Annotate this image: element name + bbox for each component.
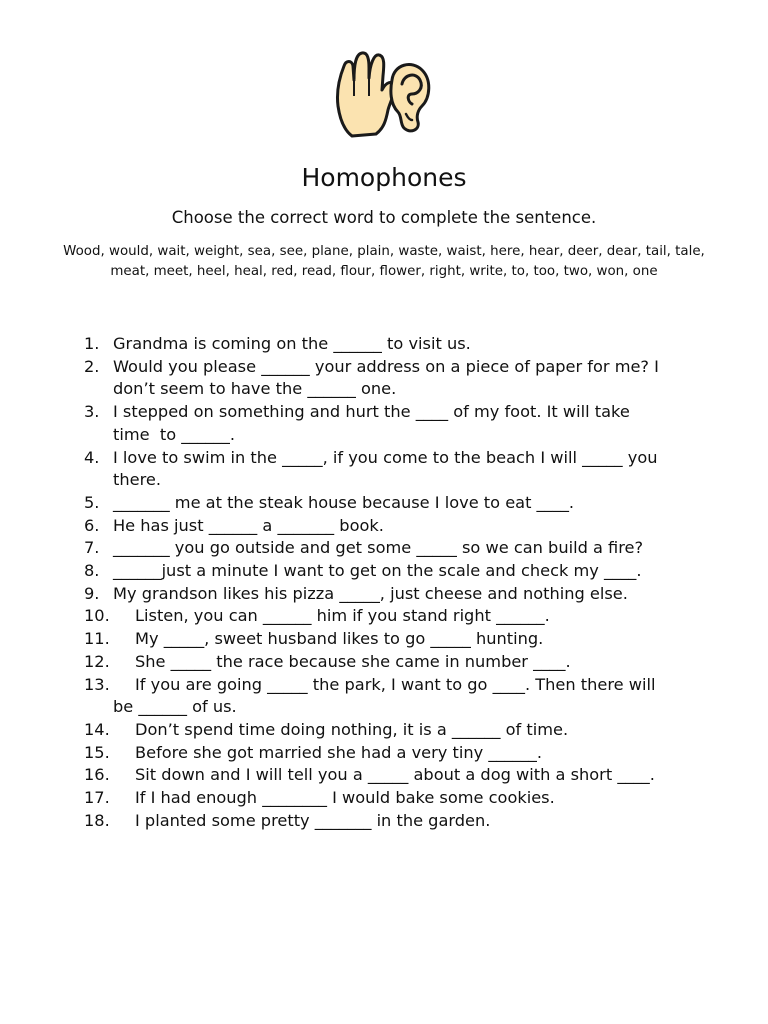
question-item <box>84 492 734 515</box>
question-text <box>135 719 734 742</box>
question-number: 8. <box>84 561 100 581</box>
word-bank: Wood, would, wait, weight, sea, see, plane, plain, waste, waist, here, hear, deer, dear, tail, tale, meat, meet, heel, heal, red, read, flour, flower, right, write, to, too, two, won, one <box>63 244 705 279</box>
question-number: 18. <box>84 810 110 830</box>
question-number: 7. <box>84 538 100 558</box>
question-item <box>84 515 734 538</box>
question-number: 5. <box>84 492 100 512</box>
question-number: 2. <box>84 356 100 376</box>
question-line: ______just a minute I want to get on the scale and check my ____. <box>113 561 642 581</box>
question-item <box>84 447 734 492</box>
question-line: Sit down and I will tell you a _____ about a dog with a short ____. <box>135 765 655 785</box>
question-line: Would you please ______ your address on a piece of paper for me? I <box>113 356 659 376</box>
question-item <box>84 764 734 787</box>
question-line: there. <box>113 470 161 490</box>
question-line: My _____, sweet husband likes to go _____ hunting. <box>135 629 544 649</box>
question-item <box>84 605 734 628</box>
question-text <box>113 492 734 515</box>
question-item <box>84 356 734 401</box>
instruction-text: Choose the correct word to complete the sentence. <box>171 208 597 227</box>
question-text <box>113 356 734 401</box>
question-number: 16. <box>84 765 110 785</box>
question-text <box>135 651 734 674</box>
question-number: 13. <box>84 674 110 694</box>
question-line: I love to swim in the _____, if you come to the beach I will _____ you <box>113 447 658 467</box>
question-item <box>84 401 734 446</box>
question-line: My grandson likes his pizza _____, just cheese and nothing else. <box>113 583 628 603</box>
question-line: He has just ______ a _______ book. <box>113 515 384 535</box>
question-text <box>113 447 734 492</box>
question-text <box>113 333 734 356</box>
question-line: If you are going _____ the park, I want to go ____. Then there will <box>135 674 656 694</box>
question-text <box>135 787 734 810</box>
question-item <box>84 787 734 810</box>
question-text <box>113 560 734 583</box>
ear-hand-icon <box>332 50 436 142</box>
question-text <box>135 605 734 628</box>
question-text <box>113 401 734 446</box>
question-line: don’t seem to have the ______ one. <box>113 379 397 399</box>
question-number: 12. <box>84 651 110 671</box>
question-item <box>84 651 734 674</box>
question-number: 10. <box>84 606 110 626</box>
question-number: 9. <box>84 583 100 603</box>
question-item <box>84 583 734 606</box>
question-line: be ______ of us. <box>113 697 237 717</box>
question-number: 11. <box>84 629 110 649</box>
question-line: She _____ the race because she came in number ____. <box>135 651 571 671</box>
question-text <box>113 583 734 606</box>
question-number: 6. <box>84 515 100 535</box>
question-item <box>84 333 734 356</box>
question-item <box>84 742 734 765</box>
question-text <box>135 742 734 765</box>
question-item <box>84 628 734 651</box>
question-text <box>113 537 734 560</box>
question-text <box>135 810 734 833</box>
question-line: Don’t spend time doing nothing, it is a ______ of time. <box>135 719 569 739</box>
question-line: I planted some pretty _______ in the garden. <box>135 810 491 830</box>
question-line: Grandma is coming on the ______ to visit us. <box>113 334 471 353</box>
question-item <box>84 537 734 560</box>
question-line: I stepped on something and hurt the ____ of my foot. It will take <box>113 402 630 422</box>
question-number: 14. <box>84 719 110 739</box>
question-number: 4. <box>84 447 100 467</box>
question-number: 1. <box>84 334 100 353</box>
worksheet-title: Homophones <box>301 163 467 192</box>
question-number: 3. <box>84 402 100 422</box>
question-line: If I had enough ________ I would bake some cookies. <box>135 788 555 808</box>
question-item <box>84 719 734 742</box>
question-item <box>84 560 734 583</box>
question-number: 15. <box>84 742 110 762</box>
question-line: Listen, you can ______ him if you stand right ______. <box>135 606 550 626</box>
question-text <box>135 764 734 787</box>
question-line: Before she got married she had a very tiny ______. <box>135 742 543 762</box>
question-list <box>84 333 734 832</box>
question-text <box>113 674 734 719</box>
question-item <box>84 674 734 719</box>
question-text <box>113 515 734 538</box>
question-text <box>135 628 734 651</box>
question-line: _______ you go outside and get some _____ so we can build a fire? <box>113 538 644 558</box>
question-line: time to ______. <box>113 424 235 444</box>
question-item <box>84 810 734 833</box>
question-number: 17. <box>84 788 110 808</box>
question-line: _______ me at the steak house because I love to eat ____. <box>113 492 575 512</box>
